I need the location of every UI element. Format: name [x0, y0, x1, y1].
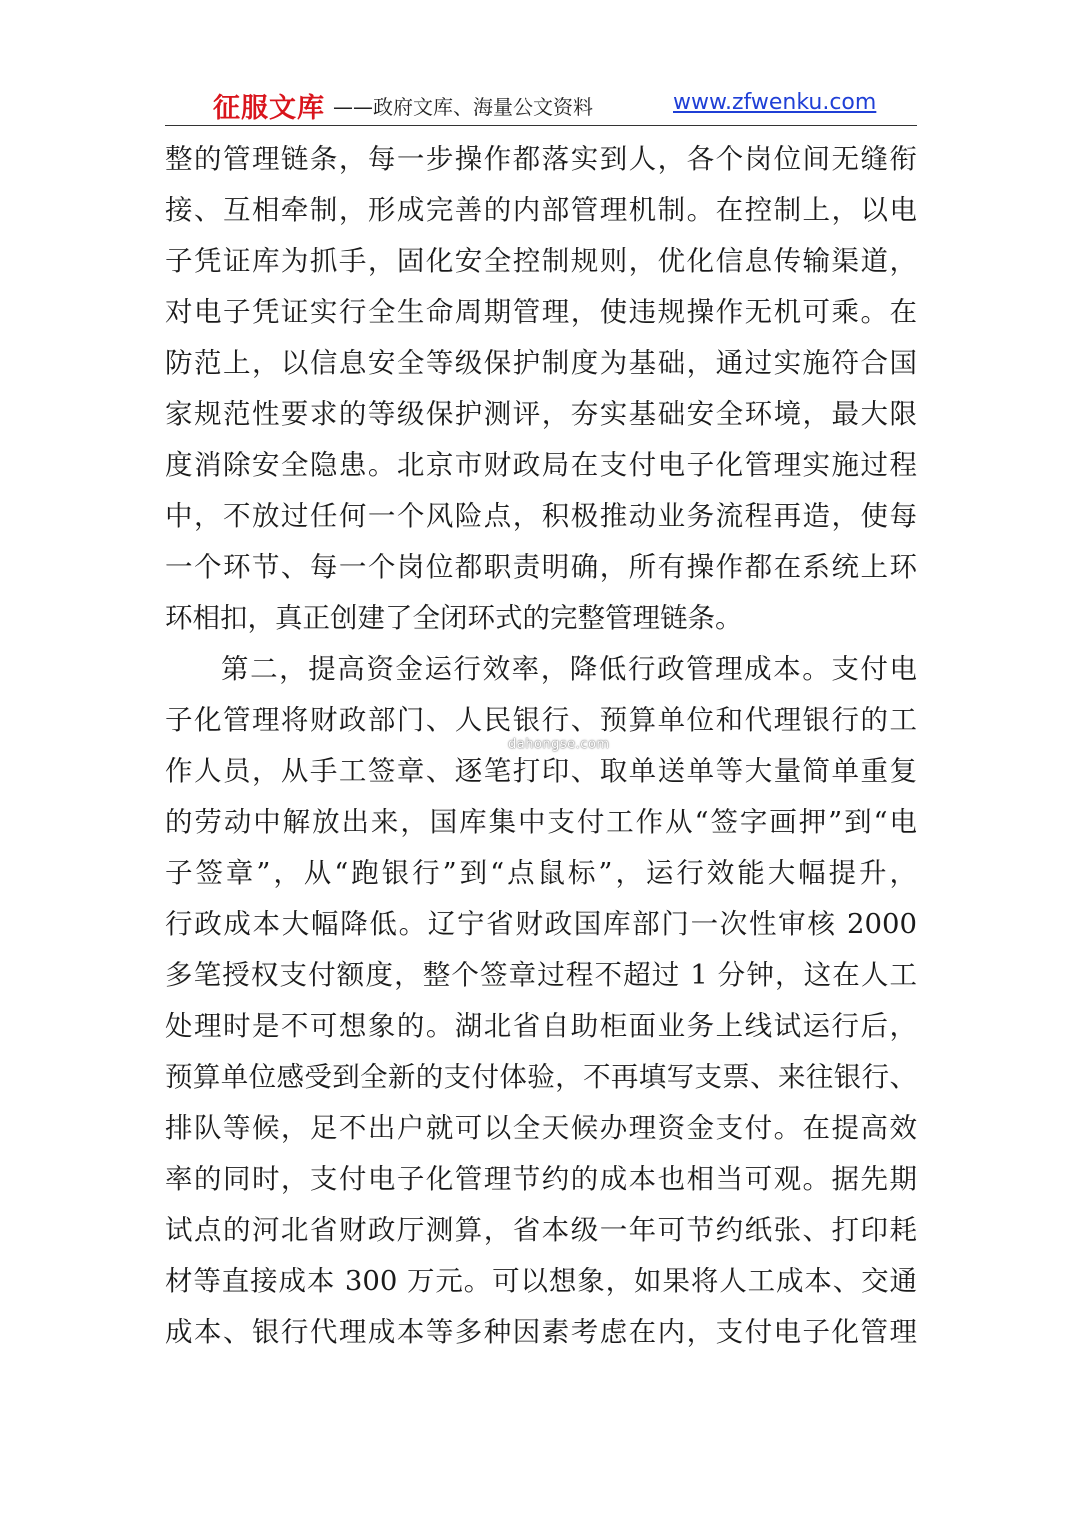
text-line: 的劳动中解放出来，国库集中支付工作从“签字画押”到“电 [165, 806, 917, 838]
text-line: 处理时是不可想象的。湖北省自助柜面业务上线试运行后， [165, 1010, 917, 1042]
text-line: 子签章”，从“跑银行”到“点鼠标”，运行效能大幅提升， [165, 857, 917, 889]
header-tagline: ——政府文库、海量公文资料 [333, 95, 593, 119]
text-line: 中，不放过任何一个风险点，积极推动业务流程再造，使每 [165, 500, 917, 532]
watermark-text: dahongse.com [508, 737, 610, 752]
text-line: 预算单位感受到全新的支付体验，不再填写支票、来往银行、 [165, 1061, 917, 1093]
text-line: 接、互相牵制，形成完善的内部管理机制。在控制上，以电 [165, 194, 917, 226]
text-line: 行政成本大幅降低。辽宁省财政国库部门一次性审核 2000 [165, 908, 917, 940]
text-line: 一个环节、每一个岗位都职责明确，所有操作都在系统上环 [165, 551, 917, 583]
brand-logo: 征服文库 [213, 93, 325, 124]
text-line: 排队等候，足不出户就可以全天候办理资金支付。在提高效 [165, 1112, 917, 1144]
text-line: 子化管理将财政部门、人民银行、预算单位和代理银行的工 [165, 704, 917, 736]
text-line: 度消除安全隐患。北京市财政局在支付电子化管理实施过程 [165, 449, 917, 481]
text-line: 整的管理链条，每一步操作都落实到人，各个岗位间无缝衔 [165, 143, 917, 175]
text-line: 成本、银行代理成本等多种因素考虑在内，支付电子化管理 [165, 1316, 917, 1348]
text-line: 率的同时，支付电子化管理节约的成本也相当可观。据先期 [165, 1163, 917, 1195]
text-line: 试点的河北省财政厅测算，省本级一年可节约纸张、打印耗 [165, 1214, 917, 1246]
text-line: 多笔授权支付额度，整个签章过程不超过 1 分钟，这在人工 [165, 959, 917, 991]
text-line: 对电子凭证实行全生命周期管理，使违规操作无机可乘。在 [165, 296, 917, 328]
text-line: 材等直接成本 300 万元。可以想象，如果将人工成本、交通 [165, 1265, 917, 1297]
text-line: 防范上，以信息安全等级保护制度为基础，通过实施符合国 [165, 347, 917, 379]
header-divider [165, 125, 917, 126]
page-header [165, 84, 917, 124]
text-line: 作人员，从手工签章、逐笔打印、取单送单等大量简单重复 [165, 755, 917, 787]
text-line: 家规范性要求的等级保护测评，夯实基础安全环境，最大限 [165, 398, 917, 430]
text-line: 环相扣，真正创建了全闭环式的完整管理链条。 [165, 602, 743, 634]
site-url-link[interactable]: www.zfwenku.com [673, 90, 877, 115]
text-line: 第二，提高资金运行效率，降低行政管理成本。支付电 [221, 653, 917, 685]
text-line: 子凭证库为抓手，固化安全控制规则，优化信息传输渠道， [165, 245, 917, 277]
